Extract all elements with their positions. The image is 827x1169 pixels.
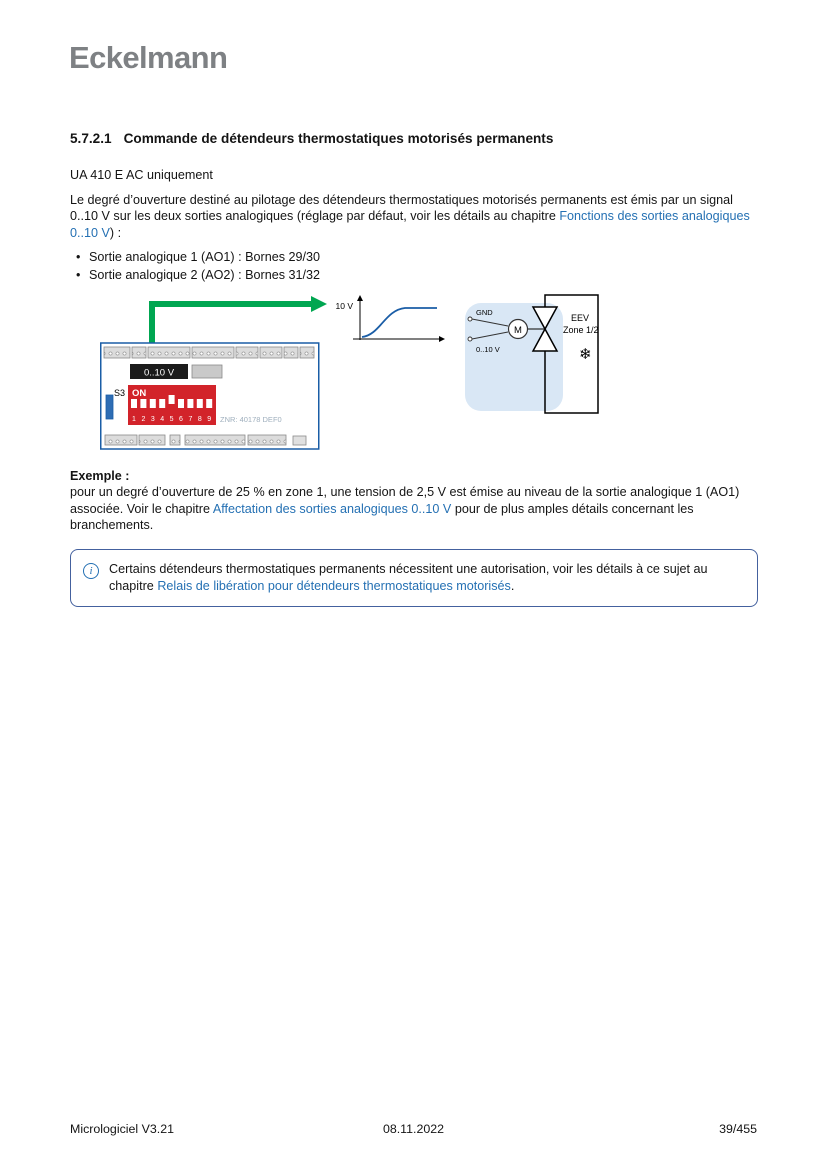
- board-id-label: ZNR: 40178 DEF0: [220, 414, 282, 424]
- display-connector: [192, 365, 222, 378]
- graph-y-arrow: [357, 295, 363, 301]
- dip-toggle[interactable]: [187, 399, 193, 408]
- info-icon: i: [83, 563, 99, 579]
- graph-x-arrow: [439, 336, 445, 342]
- controller-board: [101, 343, 319, 449]
- valve-zone-label: Zone 1/2: [563, 324, 599, 335]
- section-title: Commande de détendeurs thermostatiques motorisés permanents: [123, 131, 554, 146]
- note-paragraph: [109, 561, 743, 594]
- section-heading: [70, 130, 758, 148]
- terminal-strip: [260, 347, 282, 358]
- snowflake-icon: ❄: [579, 345, 592, 363]
- signal-terminal: [468, 337, 472, 341]
- diagram-svg: [100, 293, 645, 463]
- page-content: [70, 130, 758, 607]
- dip-number: 4: [160, 415, 165, 423]
- list-item-ao2: [76, 267, 758, 283]
- note-text-after: .: [510, 578, 515, 593]
- terminal-strip: [300, 347, 314, 358]
- intro-text-after: ) :: [109, 225, 122, 240]
- footer-date: 08.11.2022: [382, 1122, 445, 1136]
- side-component: [106, 395, 113, 419]
- terminal-strip: [236, 347, 258, 358]
- terminal-strip: [293, 436, 306, 445]
- example-paragraph: [70, 484, 758, 533]
- voltage-graph: [336, 295, 446, 342]
- list-item-label: Sortie analogique 1 (AO1) : Bornes 29/30: [89, 250, 321, 265]
- dip-toggle[interactable]: [178, 399, 184, 408]
- company-logo: Eckelmann: [69, 40, 228, 75]
- dip-toggle[interactable]: [169, 395, 175, 404]
- dip-number: 2: [141, 415, 146, 423]
- dip-toggle[interactable]: [140, 399, 146, 408]
- link-fonctions-sorties-analogiques[interactable]: Fonctions des sorties analogiques 0..10 V: [70, 209, 750, 240]
- motor-label: M: [514, 324, 522, 336]
- intro-paragraph: [70, 192, 758, 241]
- terminal-strip: [104, 347, 130, 358]
- note-text: Certains détendeurs thermostatiques permanents nécessitent une autorisation, voir les détails à ce sujet au chapitre: [109, 562, 708, 593]
- wiring-diagram: [100, 293, 758, 463]
- voltage-curve: [362, 308, 437, 337]
- terminal-strip: [139, 435, 165, 445]
- dip-number: 3: [150, 415, 155, 423]
- device-applicability-note: UA 410 E AC uniquement: [70, 167, 213, 182]
- terminal-strip: [148, 347, 190, 358]
- dip-number: 8: [197, 415, 202, 423]
- gnd-terminal: [468, 317, 472, 321]
- dip-on-label: ON: [132, 387, 147, 399]
- dip-number: 9: [207, 415, 212, 423]
- link-affectation-sorties-analogiques[interactable]: Affectation des sorties analogiques 0..10 V: [212, 501, 452, 516]
- terminal-strip: [132, 347, 146, 358]
- footer-page-number: 39/455: [719, 1122, 757, 1136]
- terminal-strip: [105, 435, 137, 445]
- footer-version: Micrologiciel V3.21: [70, 1122, 174, 1136]
- example-heading: Exemple :: [70, 468, 130, 483]
- dip-number: 7: [188, 415, 193, 423]
- dip-numbers: [132, 416, 211, 423]
- terminal-strip: [248, 435, 286, 445]
- section-number: 5.7.2.1: [70, 131, 112, 146]
- intro-text: Le degré d’ouverture destiné au pilotage des détendeurs thermostatiques motorisés permanents est émis par un signal 0..10 V sur les deux sorties analogiques (réglage par défaut, voir les détails au chapitre: [70, 193, 733, 224]
- signal-label: 0..10 V: [476, 344, 500, 354]
- info-note-box: [70, 549, 758, 607]
- link-relais-liberation[interactable]: Relais de libération pour détendeurs thermostatiques motorisés: [157, 578, 511, 593]
- gnd-label: GND: [476, 307, 493, 317]
- dip-number: 6: [179, 415, 183, 423]
- graph-y-label: 10 V: [335, 300, 353, 311]
- dip-toggle[interactable]: [150, 399, 156, 408]
- voltage-display-value: 0..10 V: [143, 367, 175, 379]
- dip-toggle[interactable]: [131, 399, 137, 408]
- dip-number: 1: [132, 415, 136, 423]
- dip-toggle[interactable]: [197, 399, 203, 408]
- dip-switch-name: S3: [114, 387, 126, 398]
- terminal-strip: [170, 435, 180, 445]
- list-item-ao1: [76, 249, 758, 265]
- example-text-after: pour de plus amples détails concernant les branchements.: [70, 501, 694, 532]
- example-text: pour un degré d’ouverture de 25 % en zone 1, une tension de 2,5 V est émise au niveau de la sortie analogique 1 (AO1) associée. Voir le chapitre: [70, 485, 740, 516]
- valve-name-label: EEV: [571, 312, 590, 323]
- terminal-strip: [284, 347, 298, 358]
- green-arrow-head: [311, 296, 327, 312]
- terminal-strip: [185, 435, 245, 445]
- page-footer: [70, 1122, 757, 1136]
- dip-toggle[interactable]: [206, 399, 212, 408]
- eev-actuator: [465, 295, 599, 413]
- terminal-strip: [192, 347, 234, 358]
- dip-toggle[interactable]: [159, 399, 165, 408]
- dip-number: 5: [169, 415, 174, 423]
- analog-output-list: [76, 249, 758, 284]
- list-item-label: Sortie analogique 2 (AO2) : Bornes 31/32: [89, 268, 321, 283]
